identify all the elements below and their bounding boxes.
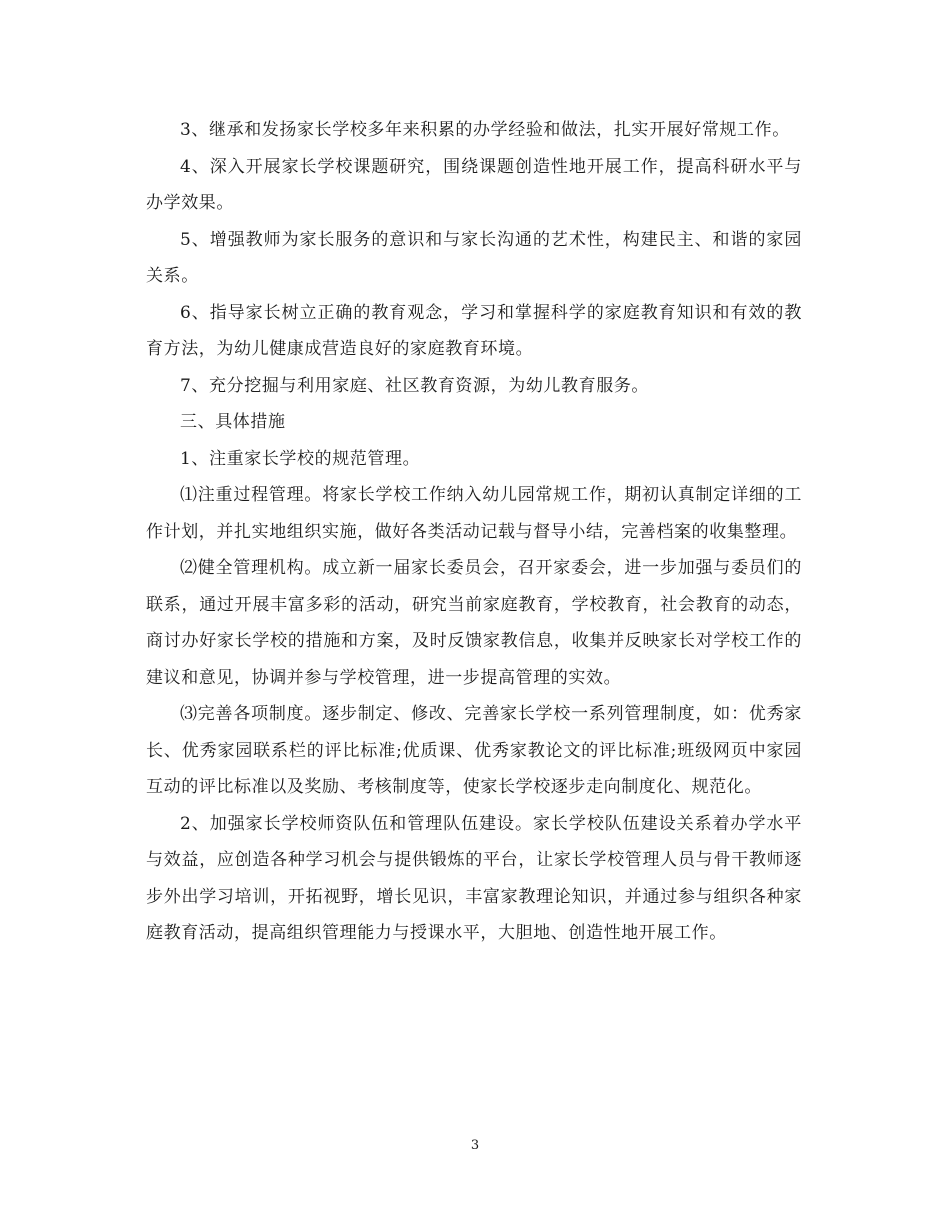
paragraph-item-4: 4、深入开展家长学校课题研究，围绕课题创造性地开展工作，提高科研水平与办学效果。 <box>146 156 802 213</box>
paragraph-item-5: 5、增强教师为家长服务的意识和与家长沟通的艺术性，构建民主、和谐的家园关系。 <box>146 229 802 286</box>
paragraph-item-7: 7、充分挖掘与利用家庭、社区教育资源，为幼儿教育服务。 <box>180 375 650 396</box>
section-heading-measures: 三、具体措施 <box>180 412 286 432</box>
measure-1-sub-2: ⑵健全管理机构。成立新一届家长委员会，召开家委会，进一步加强与委员们的联系，通过开展丰富多彩的活动，研究当前家庭教育，学校教育，社会教育的动态，商讨办好家长学校的措施和方案，及时反馈家教信息，收集并反映家长对学校工作的建议和意见，协调并参与学校管理，进一步提高管理的实效。 <box>146 558 802 688</box>
measure-1-sub-1: ⑴注重过程管理。将家长学校工作纳入幼儿园常规工作，期初认真制定详细的工作计划，并扎实地组织实施，做好各类活动记载与督导小结，完善档案的收集整理。 <box>146 485 802 542</box>
body-text <box>146 112 802 952</box>
page-number: 3 <box>470 1138 480 1153</box>
measure-2: 2、加强家长学校师资队伍和管理队伍建设。家长学校队伍建设关系着办学水平与效益，应创造各种学习机会与提供锻炼的平台，让家长学校管理人员与骨干教师逐步外出学习培训，开拓视野，增长见识，丰富家教理论知识，并通过参与组织各种家庭教育活动，提高组织管理能力与授课水平，大胆地、创造性地开展工作。 <box>146 813 802 943</box>
paragraph-item-3: 3、继承和发扬家长学校多年来积累的办学经验和做法，扎实开展好常规工作。 <box>180 120 790 140</box>
measure-1-heading: 1、注重家长学校的规范管理。 <box>180 448 421 469</box>
paragraph-item-6: 6、指导家长树立正确的教育观念，学习和掌握科学的家庭教育知识和有效的教育方法，为幼儿健康成营造良好的家庭教育环境。 <box>146 302 802 359</box>
measure-1-sub-3: ⑶完善各项制度。逐步制定、修改、完善家长学校一系列管理制度，如：优秀家长、优秀家园联系栏的评比标准;优质课、优秀家教论文的评比标准;班级网页中家园互动的评比标准以及奖励、考核制度等，使家长学校逐步走向制度化、规范化。 <box>146 704 802 797</box>
